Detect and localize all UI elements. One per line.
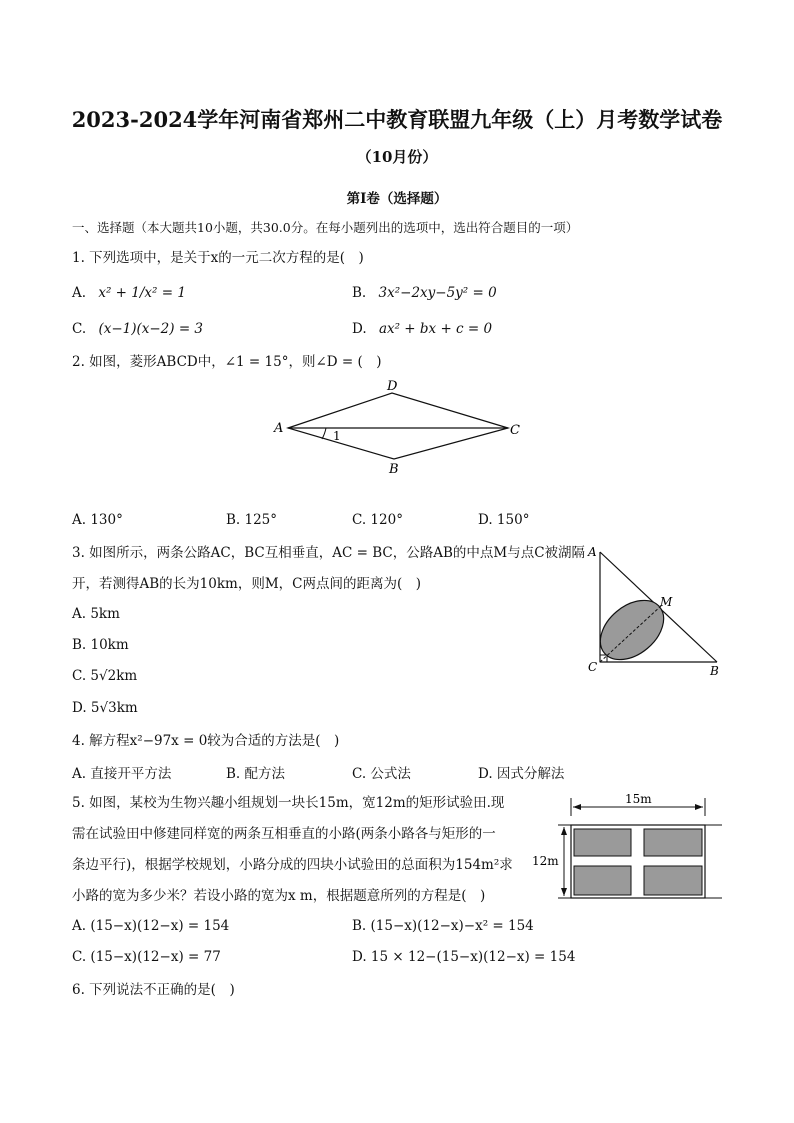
q1-option-a-math: x² + 1/x² = 1 <box>98 285 186 301</box>
q2-option-d: D. 150° <box>478 512 530 528</box>
label-a: A <box>588 545 597 559</box>
q4-option-a: A. 直接开平方法 <box>72 766 172 782</box>
height-label: 12m <box>532 854 559 868</box>
q1-option-a-label: A. <box>72 285 87 301</box>
q1-option-d-math: ax² + bx + c = 0 <box>378 321 493 337</box>
label-c: C <box>510 423 520 438</box>
q2-option-b: B. 125° <box>226 512 278 528</box>
q5-option-b: B. (15−x)(12−x)−x² = 154 <box>352 918 534 934</box>
label-a: A <box>274 421 284 436</box>
q1-stem: 1. 下列选项中，是关于x的一元二次方程的是( ) <box>72 250 364 266</box>
q3-option-c: C. 5√2km <box>72 668 138 684</box>
plot-bottom-right <box>644 866 702 895</box>
q1-option-d-label: D. <box>352 321 367 337</box>
label-b: B <box>389 462 399 477</box>
q4-stem: 4. 解方程x²−97x = 0较为合适的方法是( ) <box>72 733 340 749</box>
rhombus-figure <box>266 372 530 482</box>
q1-option-c-label: C. <box>72 321 87 337</box>
q3-option-d: D. 5√3km <box>72 700 138 716</box>
width-label: 15m <box>625 794 652 806</box>
page-title: 2023-2024学年河南省郑州二中教育联盟九年级（上）月考数学试卷 <box>71 107 723 132</box>
q5-stem-line4: 小路的宽为多少米？若设小路的宽为x m，根据题意所列的方程是( ) <box>72 888 486 904</box>
height-arrow-top <box>561 827 567 835</box>
q2-option-c: C. 120° <box>352 512 403 528</box>
q3-stem-line1: 3. 如图所示，两条公路AC，BC互相垂直，AC = BC，公路AB的中点M与点C被湖隔 <box>72 545 586 561</box>
q6-stem: 6. 下列说法不正确的是( ) <box>72 982 235 998</box>
angle-1-arc <box>322 428 326 439</box>
q4-option-d: D. 因式分解法 <box>478 766 565 782</box>
q5-option-c: C. (15−x)(12−x) = 77 <box>72 949 221 965</box>
q1-option-b <box>352 285 497 301</box>
q3-option-a: A. 5km <box>72 606 120 622</box>
q5-stem-line3: 条边平行)，根据学校规划，小路分成的四块小试验田的总面积为154m²求 <box>72 857 513 873</box>
q1-option-a <box>72 285 186 301</box>
page-subtitle: （10月份） <box>356 148 438 166</box>
q5-option-d: D. 15 × 12−(15−x)(12−x) = 154 <box>352 949 576 965</box>
q2-option-a: A. 130° <box>72 512 123 528</box>
plot-bottom-left <box>574 866 631 895</box>
label-angle-1: 1 <box>333 429 341 443</box>
q2-stem: 2. 如图，菱形ABCD中，∠1 = 15°，则∠D = ( ) <box>72 354 382 370</box>
field-figure <box>528 794 724 902</box>
q4-option-b: B. 配方法 <box>226 766 286 782</box>
label-c: C <box>588 660 598 674</box>
q3-option-b: B. 10km <box>72 637 129 653</box>
plot-top-left <box>574 829 631 856</box>
q5-stem-line1: 5. 如图，某校为生物兴趣小组规划一块长15m，宽12m的矩形试验田.现 <box>72 795 505 811</box>
rhombus-outline <box>288 393 508 459</box>
q1-option-b-math: 3x²−2xy−5y² = 0 <box>378 285 497 301</box>
height-arrow-bottom <box>561 888 567 896</box>
width-arrow-right <box>695 804 703 810</box>
section-heading: 一、选择题（本大题共10小题，共30.0分。在每小题列出的选项中，选出符合题目的一项） <box>72 220 579 235</box>
plot-top-right <box>644 829 702 856</box>
q4-option-c: C. 公式法 <box>352 766 411 782</box>
q1-option-d <box>352 321 492 337</box>
q3-stem-line2: 开，若测得AB的长为10km，则M，C两点间的距离为( ) <box>72 576 422 592</box>
label-m: M <box>660 595 673 609</box>
width-arrow-left <box>573 804 581 810</box>
label-d: D <box>387 379 398 394</box>
q1-option-c-math: (x−1)(x−2) = 3 <box>98 321 204 337</box>
q1-option-c <box>72 321 203 337</box>
label-b: B <box>710 664 719 678</box>
q5-stem-line2: 需在试验田中修建同样宽的两条互相垂直的小路(两条小路各与矩形的一 <box>72 826 496 842</box>
part-heading: 第Ⅰ卷（选择题） <box>346 191 448 207</box>
lake-figure <box>584 544 724 680</box>
q1-option-b-label: B. <box>352 285 367 301</box>
q5-option-a: A. (15−x)(12−x) = 154 <box>72 918 230 934</box>
